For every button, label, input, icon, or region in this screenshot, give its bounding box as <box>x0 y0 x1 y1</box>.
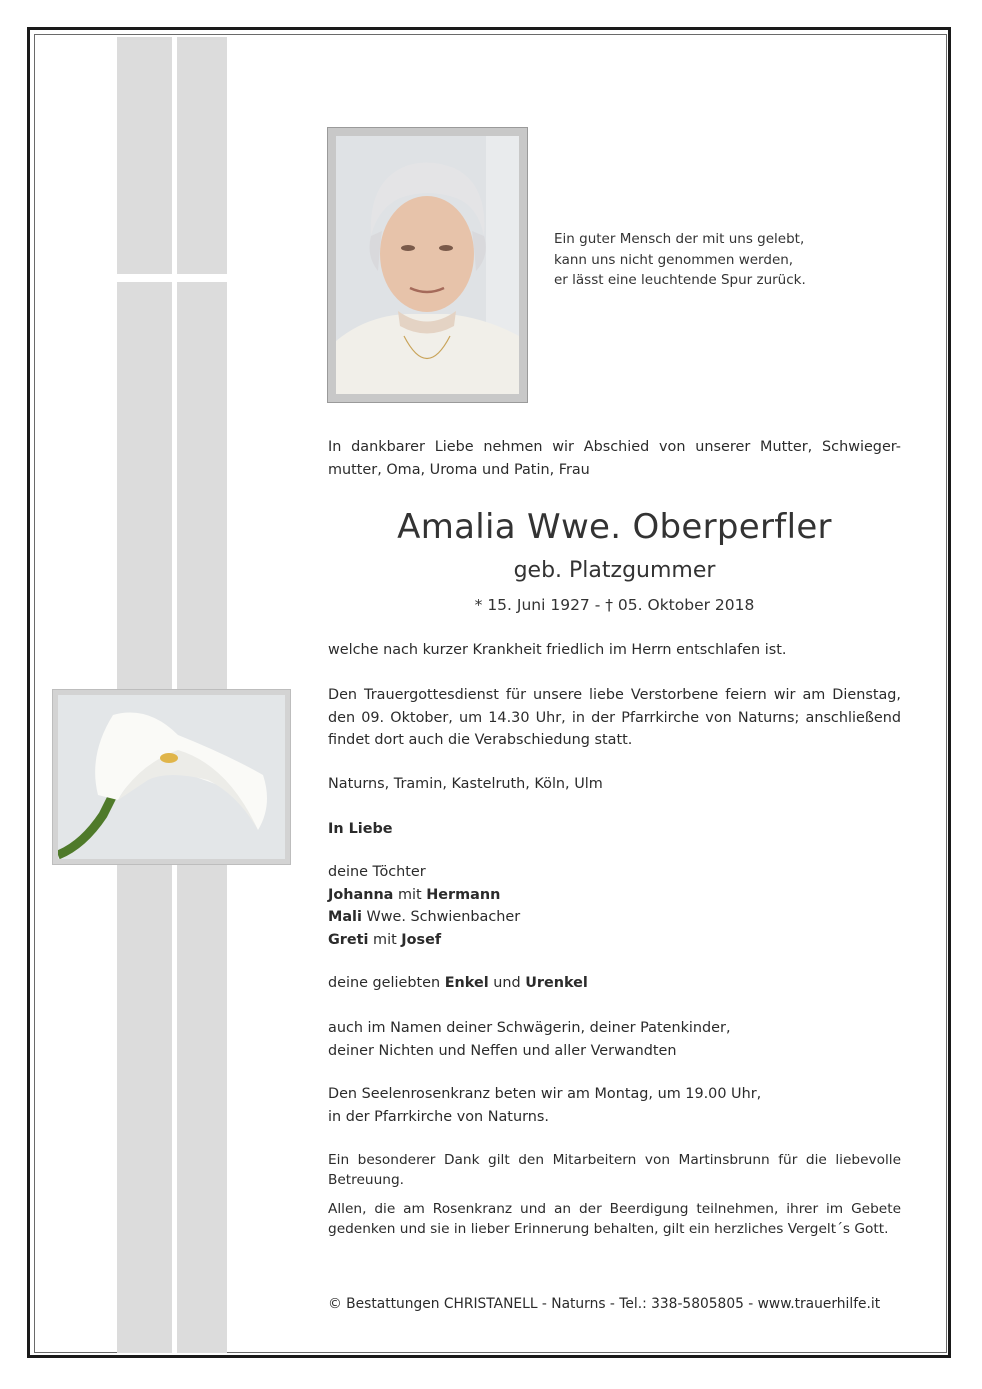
daughters-heading: deine Töchter <box>328 864 426 880</box>
daughter-suffix: Wwe. Schwienbacher <box>361 909 521 925</box>
calla-lily-illustration <box>58 695 285 859</box>
daughter-row <box>328 906 901 929</box>
thanks-martinsbrunn <box>328 1150 901 1190</box>
portrait-photo <box>327 127 528 403</box>
life-dates: * 15. Juni 1927 - † 05. Oktober 2018 <box>474 596 755 614</box>
poem-line: er lässt eine leuchtende Spur zurück. <box>554 272 806 288</box>
intro-line: mutter, Oma, Uroma und Patin, Frau <box>328 461 590 478</box>
spouse-name: Hermann <box>426 886 501 903</box>
grandchildren-urenkel: Urenkel <box>525 975 588 991</box>
daughter-name: Mali <box>328 909 362 925</box>
connector: mit <box>368 931 402 948</box>
poem <box>554 229 806 291</box>
deceased-name: Amalia Wwe. Oberperfler <box>397 507 832 547</box>
connector: und <box>488 975 526 991</box>
rosary <box>328 1083 901 1128</box>
poem-line: Ein guter Mensch der mit uns gelebt, <box>554 231 805 247</box>
cross-gap-top <box>172 37 177 660</box>
in-love: In Liebe <box>328 821 393 837</box>
service-announcement <box>328 684 901 752</box>
passing-text: welche nach kurzer Krankheit friedlich im Herrn entschlafen ist. <box>328 642 787 658</box>
daughter-row <box>328 929 901 952</box>
relatives-line: deiner Nichten und Neffen und aller Verwandten <box>328 1042 677 1059</box>
relatives-line: auch im Namen deiner Schwägerin, deiner Patenkinder, <box>328 1020 731 1036</box>
rosary-line: Den Seelenrosenkranz beten wir am Montag, um 19.00 Uhr, <box>328 1086 762 1102</box>
thanks-line: Betreuung. <box>328 1172 404 1188</box>
service-line: findet dort auch die Verabschiedung statt. <box>328 732 633 748</box>
thanks-line: Ein besonderer Dank gilt den Mitarbeitern von Martinsbrunn für die liebevolle <box>328 1152 901 1168</box>
portrait-illustration <box>336 136 519 394</box>
spouse-name: Josef <box>401 931 442 948</box>
service-line: Den Trauergottesdienst für unsere liebe Verstorbene feiern wir am Dienstag, <box>328 687 901 703</box>
cross-gap-bottom <box>172 895 177 1353</box>
footer-credit: © Bestattungen CHRISTANELL - Naturns - Tel.: 338-5805805 - www.trauerhilfe.it <box>328 1296 881 1312</box>
thanks-all <box>328 1199 901 1239</box>
places: Naturns, Tramin, Kastelruth, Köln, Ulm <box>328 776 603 792</box>
thanks-line: Allen, die am Rosenkranz und an der Beerdigung teilnehmen, ihrer im Gebete <box>328 1201 901 1217</box>
daughter-row <box>328 884 901 907</box>
intro <box>328 436 901 481</box>
rosary-line: in der Pfarrkirche von Naturns. <box>328 1108 549 1125</box>
daughter-name: Johanna <box>328 886 394 903</box>
relatives <box>328 1017 901 1062</box>
grandchildren-enkel: Enkel <box>444 975 489 991</box>
service-line: den 09. Oktober, um 14.30 Uhr, in der Pfarrkirche von Naturns; anschließend <box>328 709 901 726</box>
birth-name: geb. Platzgummer <box>513 558 716 583</box>
grandchildren-pre: deine geliebten <box>328 975 445 991</box>
grandchildren <box>328 972 901 995</box>
daughters <box>328 861 901 951</box>
intro-line: In dankbarer Liebe nehmen wir Abschied von unserer Mutter, Schwieger- <box>328 439 901 455</box>
thanks-line: gedenken und sie in lieber Erinnerung behalten, gilt ein herzliches Vergelt´s Gott. <box>328 1221 889 1237</box>
poem-line: kann uns nicht genommen werden, <box>554 251 794 268</box>
daughter-name: Greti <box>328 931 369 948</box>
connector: mit <box>393 886 427 903</box>
calla-lily-photo <box>52 689 291 865</box>
